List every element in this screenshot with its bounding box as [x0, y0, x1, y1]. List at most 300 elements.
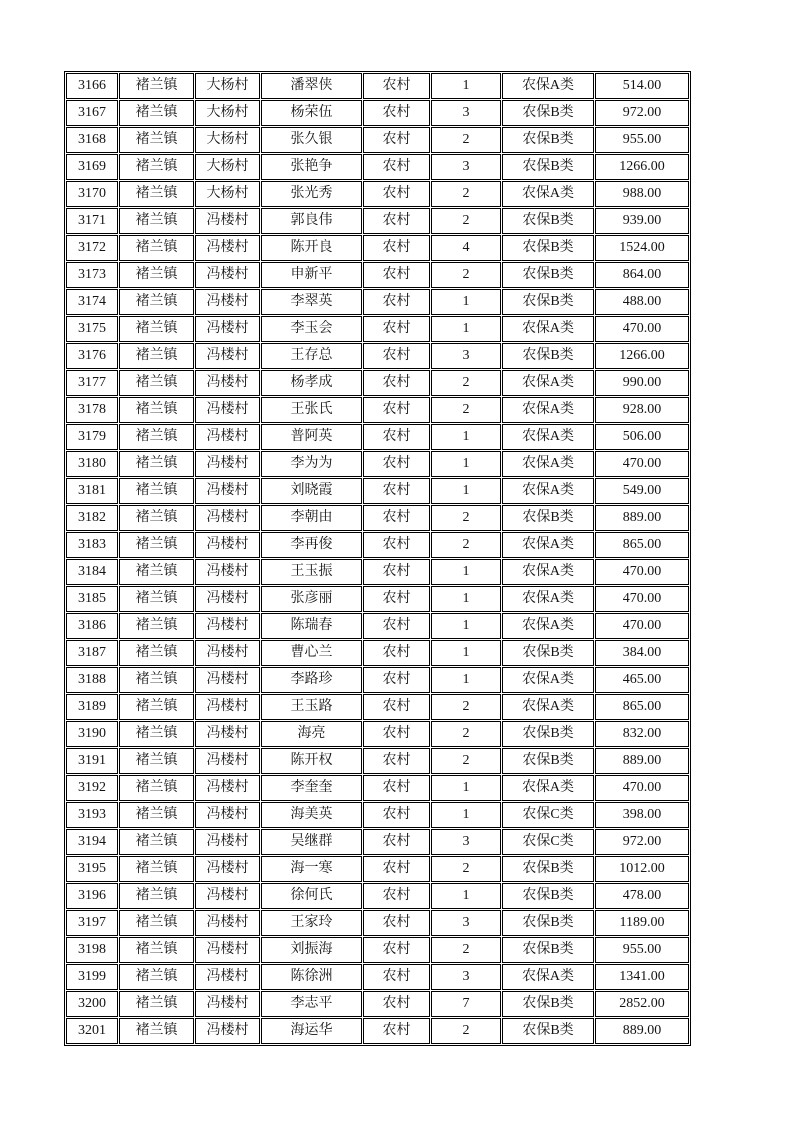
cell-amount: 1189.00 [595, 910, 689, 936]
cell-residence-type: 农村 [363, 505, 430, 531]
cell-residence-type: 农村 [363, 181, 430, 207]
cell-village: 冯楼村 [195, 883, 260, 909]
table-row [66, 883, 689, 909]
insurance-roster-table [64, 71, 691, 1046]
cell-person-count: 1 [431, 883, 501, 909]
cell-insurance-class: 农保A类 [502, 397, 594, 423]
cell-insurance-class: 农保B类 [502, 235, 594, 261]
cell-insurance-class: 农保B类 [502, 640, 594, 666]
cell-residence-type: 农村 [363, 370, 430, 396]
cell-town: 褚兰镇 [119, 802, 194, 828]
cell-residence-type: 农村 [363, 775, 430, 801]
cell-amount: 988.00 [595, 181, 689, 207]
cell-sequence-number: 3194 [66, 829, 118, 855]
cell-amount: 470.00 [595, 775, 689, 801]
cell-residence-type: 农村 [363, 532, 430, 558]
cell-insurance-class: 农保C类 [502, 802, 594, 828]
cell-residence-type: 农村 [363, 208, 430, 234]
cell-amount: 465.00 [595, 667, 689, 693]
cell-insurance-class: 农保B类 [502, 748, 594, 774]
cell-residence-type: 农村 [363, 883, 430, 909]
cell-town: 褚兰镇 [119, 478, 194, 504]
cell-village: 冯楼村 [195, 775, 260, 801]
cell-person-count: 1 [431, 775, 501, 801]
cell-amount: 384.00 [595, 640, 689, 666]
table-row [66, 910, 689, 936]
cell-amount: 889.00 [595, 748, 689, 774]
cell-person-count: 1 [431, 667, 501, 693]
table-row [66, 802, 689, 828]
cell-residence-type: 农村 [363, 289, 430, 315]
cell-residence-type: 农村 [363, 613, 430, 639]
cell-town: 褚兰镇 [119, 343, 194, 369]
table-row [66, 613, 689, 639]
cell-sequence-number: 3192 [66, 775, 118, 801]
cell-person-count: 1 [431, 451, 501, 477]
cell-residence-type: 农村 [363, 856, 430, 882]
cell-person-name: 李路珍 [261, 667, 362, 693]
cell-amount: 928.00 [595, 397, 689, 423]
cell-town: 褚兰镇 [119, 181, 194, 207]
cell-person-name: 陈徐洲 [261, 964, 362, 990]
cell-person-name: 张光秀 [261, 181, 362, 207]
cell-sequence-number: 3175 [66, 316, 118, 342]
cell-person-name: 杨孝成 [261, 370, 362, 396]
cell-residence-type: 农村 [363, 559, 430, 585]
cell-amount: 470.00 [595, 316, 689, 342]
table-row [66, 235, 689, 261]
cell-person-name: 李志平 [261, 991, 362, 1017]
cell-insurance-class: 农保A类 [502, 667, 594, 693]
cell-residence-type: 农村 [363, 316, 430, 342]
cell-sequence-number: 3172 [66, 235, 118, 261]
cell-town: 褚兰镇 [119, 829, 194, 855]
cell-insurance-class: 农保A类 [502, 73, 594, 99]
cell-village: 冯楼村 [195, 343, 260, 369]
table-row [66, 532, 689, 558]
cell-person-name: 陈瑞春 [261, 613, 362, 639]
cell-village: 冯楼村 [195, 559, 260, 585]
cell-village: 冯楼村 [195, 235, 260, 261]
cell-village: 大杨村 [195, 127, 260, 153]
cell-village: 冯楼村 [195, 856, 260, 882]
cell-insurance-class: 农保B类 [502, 1018, 594, 1044]
cell-insurance-class: 农保A类 [502, 613, 594, 639]
cell-residence-type: 农村 [363, 235, 430, 261]
cell-village: 冯楼村 [195, 667, 260, 693]
cell-person-count: 2 [431, 856, 501, 882]
cell-person-count: 1 [431, 316, 501, 342]
cell-person-name: 王玉振 [261, 559, 362, 585]
cell-person-name: 刘振海 [261, 937, 362, 963]
cell-village: 冯楼村 [195, 802, 260, 828]
cell-sequence-number: 3195 [66, 856, 118, 882]
cell-person-name: 普阿英 [261, 424, 362, 450]
cell-person-count: 3 [431, 343, 501, 369]
cell-insurance-class: 农保A类 [502, 424, 594, 450]
cell-person-count: 2 [431, 181, 501, 207]
cell-person-name: 王家玲 [261, 910, 362, 936]
cell-insurance-class: 农保B类 [502, 208, 594, 234]
cell-amount: 889.00 [595, 1018, 689, 1044]
cell-town: 褚兰镇 [119, 937, 194, 963]
cell-town: 褚兰镇 [119, 748, 194, 774]
cell-village: 冯楼村 [195, 262, 260, 288]
cell-insurance-class: 农保A类 [502, 559, 594, 585]
cell-person-count: 2 [431, 748, 501, 774]
cell-residence-type: 农村 [363, 343, 430, 369]
cell-person-name: 海一寒 [261, 856, 362, 882]
cell-residence-type: 农村 [363, 262, 430, 288]
cell-amount: 488.00 [595, 289, 689, 315]
cell-residence-type: 农村 [363, 991, 430, 1017]
cell-village: 冯楼村 [195, 208, 260, 234]
cell-residence-type: 农村 [363, 748, 430, 774]
cell-amount: 470.00 [595, 559, 689, 585]
cell-town: 褚兰镇 [119, 208, 194, 234]
cell-insurance-class: 农保B类 [502, 721, 594, 747]
cell-town: 褚兰镇 [119, 910, 194, 936]
cell-amount: 990.00 [595, 370, 689, 396]
cell-village: 冯楼村 [195, 640, 260, 666]
cell-amount: 1341.00 [595, 964, 689, 990]
cell-town: 褚兰镇 [119, 316, 194, 342]
cell-sequence-number: 3177 [66, 370, 118, 396]
cell-sequence-number: 3173 [66, 262, 118, 288]
cell-insurance-class: 农保C类 [502, 829, 594, 855]
cell-person-count: 3 [431, 910, 501, 936]
table-row [66, 397, 689, 423]
cell-amount: 972.00 [595, 829, 689, 855]
cell-person-count: 2 [431, 937, 501, 963]
cell-person-name: 刘晓霞 [261, 478, 362, 504]
insurance-table-body [66, 73, 689, 1044]
cell-town: 褚兰镇 [119, 775, 194, 801]
cell-person-count: 1 [431, 289, 501, 315]
cell-town: 褚兰镇 [119, 154, 194, 180]
cell-amount: 832.00 [595, 721, 689, 747]
cell-sequence-number: 3186 [66, 613, 118, 639]
cell-person-count: 3 [431, 100, 501, 126]
cell-amount: 864.00 [595, 262, 689, 288]
cell-town: 褚兰镇 [119, 856, 194, 882]
cell-residence-type: 农村 [363, 937, 430, 963]
cell-person-name: 曹心兰 [261, 640, 362, 666]
cell-person-name: 张彦丽 [261, 586, 362, 612]
cell-residence-type: 农村 [363, 910, 430, 936]
cell-village: 冯楼村 [195, 910, 260, 936]
cell-residence-type: 农村 [363, 424, 430, 450]
cell-residence-type: 农村 [363, 586, 430, 612]
cell-person-count: 1 [431, 478, 501, 504]
cell-sequence-number: 3201 [66, 1018, 118, 1044]
cell-person-count: 1 [431, 613, 501, 639]
cell-person-name: 陈开权 [261, 748, 362, 774]
cell-town: 褚兰镇 [119, 127, 194, 153]
cell-amount: 972.00 [595, 100, 689, 126]
cell-insurance-class: 农保A类 [502, 451, 594, 477]
cell-amount: 889.00 [595, 505, 689, 531]
cell-person-count: 2 [431, 370, 501, 396]
cell-sequence-number: 3189 [66, 694, 118, 720]
table-row [66, 937, 689, 963]
table-row [66, 559, 689, 585]
cell-town: 褚兰镇 [119, 532, 194, 558]
cell-village: 冯楼村 [195, 964, 260, 990]
cell-insurance-class: 农保B类 [502, 883, 594, 909]
cell-insurance-class: 农保A类 [502, 694, 594, 720]
cell-sequence-number: 3188 [66, 667, 118, 693]
cell-sequence-number: 3197 [66, 910, 118, 936]
cell-residence-type: 农村 [363, 100, 430, 126]
cell-person-name: 海亮 [261, 721, 362, 747]
cell-town: 褚兰镇 [119, 694, 194, 720]
cell-person-count: 7 [431, 991, 501, 1017]
table-row [66, 748, 689, 774]
cell-person-name: 王张氏 [261, 397, 362, 423]
table-row [66, 694, 689, 720]
table-row [66, 73, 689, 99]
cell-sequence-number: 3182 [66, 505, 118, 531]
cell-town: 褚兰镇 [119, 289, 194, 315]
cell-town: 褚兰镇 [119, 424, 194, 450]
table-row [66, 829, 689, 855]
cell-town: 褚兰镇 [119, 613, 194, 639]
cell-amount: 1524.00 [595, 235, 689, 261]
cell-amount: 514.00 [595, 73, 689, 99]
cell-residence-type: 农村 [363, 451, 430, 477]
cell-sequence-number: 3169 [66, 154, 118, 180]
cell-insurance-class: 农保B类 [502, 937, 594, 963]
table-row [66, 181, 689, 207]
cell-sequence-number: 3181 [66, 478, 118, 504]
cell-residence-type: 农村 [363, 1018, 430, 1044]
cell-residence-type: 农村 [363, 154, 430, 180]
cell-person-name: 李奎奎 [261, 775, 362, 801]
cell-village: 冯楼村 [195, 991, 260, 1017]
cell-sequence-number: 3196 [66, 883, 118, 909]
cell-town: 褚兰镇 [119, 235, 194, 261]
cell-village: 冯楼村 [195, 289, 260, 315]
cell-amount: 1266.00 [595, 343, 689, 369]
cell-insurance-class: 农保B类 [502, 127, 594, 153]
cell-sequence-number: 3191 [66, 748, 118, 774]
cell-village: 冯楼村 [195, 478, 260, 504]
cell-person-count: 2 [431, 208, 501, 234]
table-row [66, 424, 689, 450]
cell-amount: 470.00 [595, 613, 689, 639]
cell-person-name: 李为为 [261, 451, 362, 477]
cell-residence-type: 农村 [363, 640, 430, 666]
cell-person-name: 吴继群 [261, 829, 362, 855]
cell-village: 冯楼村 [195, 397, 260, 423]
cell-person-name: 潘翠侠 [261, 73, 362, 99]
table-row [66, 154, 689, 180]
cell-village: 冯楼村 [195, 613, 260, 639]
cell-insurance-class: 农保A类 [502, 586, 594, 612]
cell-amount: 955.00 [595, 937, 689, 963]
table-row [66, 721, 689, 747]
cell-sequence-number: 3183 [66, 532, 118, 558]
table-row [66, 991, 689, 1017]
cell-town: 褚兰镇 [119, 667, 194, 693]
cell-person-name: 陈开良 [261, 235, 362, 261]
cell-town: 褚兰镇 [119, 451, 194, 477]
cell-person-name: 张久银 [261, 127, 362, 153]
cell-person-count: 2 [431, 694, 501, 720]
cell-person-name: 王玉路 [261, 694, 362, 720]
table-row [66, 775, 689, 801]
cell-insurance-class: 农保B类 [502, 100, 594, 126]
table-row [66, 370, 689, 396]
cell-insurance-class: 农保A类 [502, 478, 594, 504]
table-row [66, 667, 689, 693]
table-row [66, 100, 689, 126]
cell-person-count: 2 [431, 1018, 501, 1044]
cell-amount: 939.00 [595, 208, 689, 234]
cell-town: 褚兰镇 [119, 586, 194, 612]
cell-town: 褚兰镇 [119, 1018, 194, 1044]
cell-village: 冯楼村 [195, 937, 260, 963]
cell-village: 冯楼村 [195, 505, 260, 531]
cell-sequence-number: 3178 [66, 397, 118, 423]
cell-village: 大杨村 [195, 181, 260, 207]
cell-person-count: 2 [431, 127, 501, 153]
cell-amount: 478.00 [595, 883, 689, 909]
cell-sequence-number: 3167 [66, 100, 118, 126]
cell-insurance-class: 农保A类 [502, 181, 594, 207]
table-row [66, 343, 689, 369]
cell-sequence-number: 3166 [66, 73, 118, 99]
cell-person-name: 李玉会 [261, 316, 362, 342]
cell-person-count: 2 [431, 532, 501, 558]
cell-amount: 1012.00 [595, 856, 689, 882]
cell-person-name: 李再俊 [261, 532, 362, 558]
cell-insurance-class: 农保B类 [502, 154, 594, 180]
cell-insurance-class: 农保B类 [502, 505, 594, 531]
cell-insurance-class: 农保B类 [502, 343, 594, 369]
cell-sequence-number: 3185 [66, 586, 118, 612]
cell-sequence-number: 3170 [66, 181, 118, 207]
cell-village: 冯楼村 [195, 694, 260, 720]
cell-person-count: 2 [431, 721, 501, 747]
cell-amount: 506.00 [595, 424, 689, 450]
cell-town: 褚兰镇 [119, 262, 194, 288]
cell-residence-type: 农村 [363, 397, 430, 423]
cell-insurance-class: 农保A类 [502, 964, 594, 990]
cell-person-name: 张艳争 [261, 154, 362, 180]
cell-insurance-class: 农保A类 [502, 370, 594, 396]
cell-sequence-number: 3168 [66, 127, 118, 153]
cell-amount: 470.00 [595, 586, 689, 612]
cell-village: 冯楼村 [195, 748, 260, 774]
cell-amount: 470.00 [595, 451, 689, 477]
cell-town: 褚兰镇 [119, 991, 194, 1017]
cell-town: 褚兰镇 [119, 370, 194, 396]
cell-sequence-number: 3193 [66, 802, 118, 828]
cell-person-name: 海运华 [261, 1018, 362, 1044]
table-row [66, 1018, 689, 1044]
cell-village: 冯楼村 [195, 532, 260, 558]
cell-residence-type: 农村 [363, 964, 430, 990]
cell-amount: 865.00 [595, 532, 689, 558]
cell-person-name: 郭良伟 [261, 208, 362, 234]
cell-village: 冯楼村 [195, 829, 260, 855]
cell-amount: 1266.00 [595, 154, 689, 180]
cell-person-count: 1 [431, 640, 501, 666]
cell-residence-type: 农村 [363, 802, 430, 828]
cell-person-count: 2 [431, 262, 501, 288]
cell-sequence-number: 3198 [66, 937, 118, 963]
cell-sequence-number: 3190 [66, 721, 118, 747]
cell-amount: 955.00 [595, 127, 689, 153]
cell-town: 褚兰镇 [119, 73, 194, 99]
table-row [66, 505, 689, 531]
cell-amount: 865.00 [595, 694, 689, 720]
cell-village: 冯楼村 [195, 316, 260, 342]
cell-person-count: 3 [431, 154, 501, 180]
table-row [66, 127, 689, 153]
cell-person-name: 杨荣伍 [261, 100, 362, 126]
cell-sequence-number: 3171 [66, 208, 118, 234]
cell-sequence-number: 3179 [66, 424, 118, 450]
cell-town: 褚兰镇 [119, 883, 194, 909]
cell-person-count: 3 [431, 829, 501, 855]
table-row [66, 208, 689, 234]
cell-insurance-class: 农保B类 [502, 910, 594, 936]
cell-person-name: 王存总 [261, 343, 362, 369]
cell-amount: 398.00 [595, 802, 689, 828]
cell-person-count: 1 [431, 559, 501, 585]
cell-town: 褚兰镇 [119, 640, 194, 666]
cell-town: 褚兰镇 [119, 100, 194, 126]
cell-sequence-number: 3176 [66, 343, 118, 369]
table-row [66, 289, 689, 315]
cell-insurance-class: 农保B类 [502, 262, 594, 288]
cell-residence-type: 农村 [363, 694, 430, 720]
cell-sequence-number: 3174 [66, 289, 118, 315]
cell-sequence-number: 3199 [66, 964, 118, 990]
cell-sequence-number: 3180 [66, 451, 118, 477]
cell-insurance-class: 农保A类 [502, 775, 594, 801]
cell-town: 褚兰镇 [119, 721, 194, 747]
table-row [66, 478, 689, 504]
cell-village: 大杨村 [195, 154, 260, 180]
cell-sequence-number: 3200 [66, 991, 118, 1017]
cell-village: 冯楼村 [195, 424, 260, 450]
cell-town: 褚兰镇 [119, 559, 194, 585]
cell-person-count: 1 [431, 424, 501, 450]
cell-person-count: 2 [431, 505, 501, 531]
table-row [66, 586, 689, 612]
cell-village: 冯楼村 [195, 721, 260, 747]
cell-person-count: 1 [431, 802, 501, 828]
cell-insurance-class: 农保B类 [502, 991, 594, 1017]
cell-person-name: 申新平 [261, 262, 362, 288]
cell-residence-type: 农村 [363, 721, 430, 747]
cell-person-name: 徐何氏 [261, 883, 362, 909]
cell-amount: 2852.00 [595, 991, 689, 1017]
cell-village: 大杨村 [195, 100, 260, 126]
cell-town: 褚兰镇 [119, 964, 194, 990]
cell-village: 冯楼村 [195, 370, 260, 396]
cell-village: 冯楼村 [195, 586, 260, 612]
cell-sequence-number: 3187 [66, 640, 118, 666]
cell-person-count: 2 [431, 397, 501, 423]
cell-amount: 549.00 [595, 478, 689, 504]
cell-insurance-class: 农保B类 [502, 856, 594, 882]
table-row [66, 856, 689, 882]
